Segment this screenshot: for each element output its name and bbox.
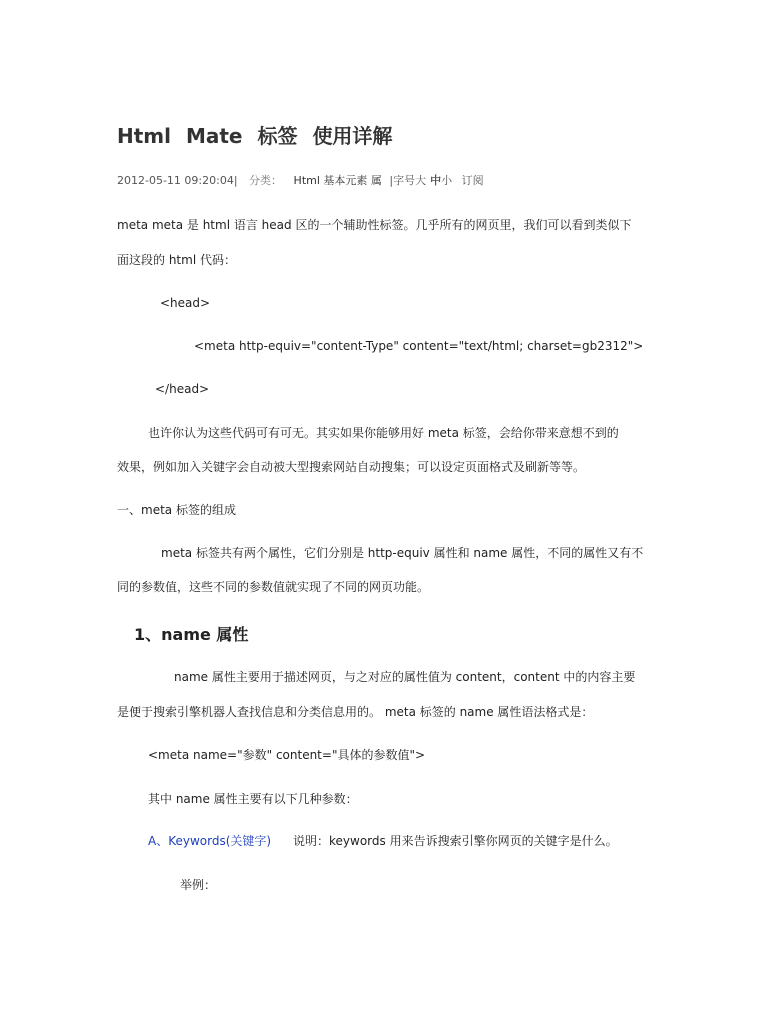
title-part: Mate bbox=[185, 124, 243, 148]
code-meta-line: <meta http-equiv="content-Type" content="text/html; charset=gb2312"> bbox=[194, 339, 644, 353]
title-part: 标签 bbox=[257, 124, 298, 148]
paragraph-2-line-1: 也许你认为这些代码可有可无。其实如果你能够用好 meta 标签，会给你带来意想不到的 bbox=[148, 426, 619, 440]
title-part: Html bbox=[117, 124, 171, 148]
keywords-label: A、Keywords(关键字) bbox=[148, 834, 272, 848]
keywords-description: 说明：keywords 用来告诉搜索引擎你网页的关键字是什么。 bbox=[293, 834, 618, 848]
font-size-small-link[interactable]: 小 bbox=[441, 174, 453, 187]
paragraph-intro-line-1: meta meta 是 html 语言 head 区的一个辅助性标签。几乎所有的网页里，我们可以看到类似下 bbox=[117, 218, 632, 232]
post-datetime: 2012-05-11 09:20:04| bbox=[117, 174, 238, 187]
article-meta bbox=[117, 172, 484, 188]
subscribe-link[interactable]: 订阅 bbox=[461, 174, 484, 187]
title-part: 使用详解 bbox=[312, 124, 393, 148]
page-title bbox=[117, 120, 400, 149]
paragraph-3-line-1: meta 标签共有两个属性，它们分别是 http-equiv 属性和 name 属性，不同的属性又有不 bbox=[161, 546, 644, 560]
code-head-close: </head> bbox=[155, 382, 210, 396]
syntax-example: <meta name="参数" content="具体的参数值"> bbox=[148, 748, 426, 762]
paragraph-4-line-1: name 属性主要用于描述网页，与之对应的属性值为 content，content 中的内容主要 bbox=[174, 670, 636, 684]
heading-name-attribute: 1、name 属性 bbox=[134, 625, 249, 644]
paragraph-intro-line-2: 面这段的 html 代码： bbox=[117, 253, 236, 267]
paragraph-3-line-2: 同的参数值，这些不同的参数值就实现了不同的网页功能。 bbox=[117, 580, 430, 594]
paragraph-4-line-2: 是便于搜索引擎机器人查找信息和分类信息用的。 meta 标签的 name 属性语法格式是： bbox=[117, 705, 594, 719]
example-label: 举例： bbox=[180, 878, 217, 892]
font-size-medium-link[interactable]: 中 bbox=[430, 174, 442, 187]
section-heading-meta-composition: 一、meta 标签的组成 bbox=[117, 503, 236, 517]
category-link[interactable]: Html 基本元素 属 bbox=[293, 174, 382, 187]
font-size-prefix: |字号大 bbox=[389, 174, 427, 187]
code-head-open: <head> bbox=[160, 296, 211, 310]
params-intro: 其中 name 属性主要有以下几种参数： bbox=[148, 792, 358, 806]
paragraph-2-line-2: 效果，例如加入关键字会自动被大型搜索网站自动搜集；可以设定页面格式及刷新等等。 bbox=[117, 460, 586, 474]
category-label: 分类： bbox=[249, 174, 283, 187]
